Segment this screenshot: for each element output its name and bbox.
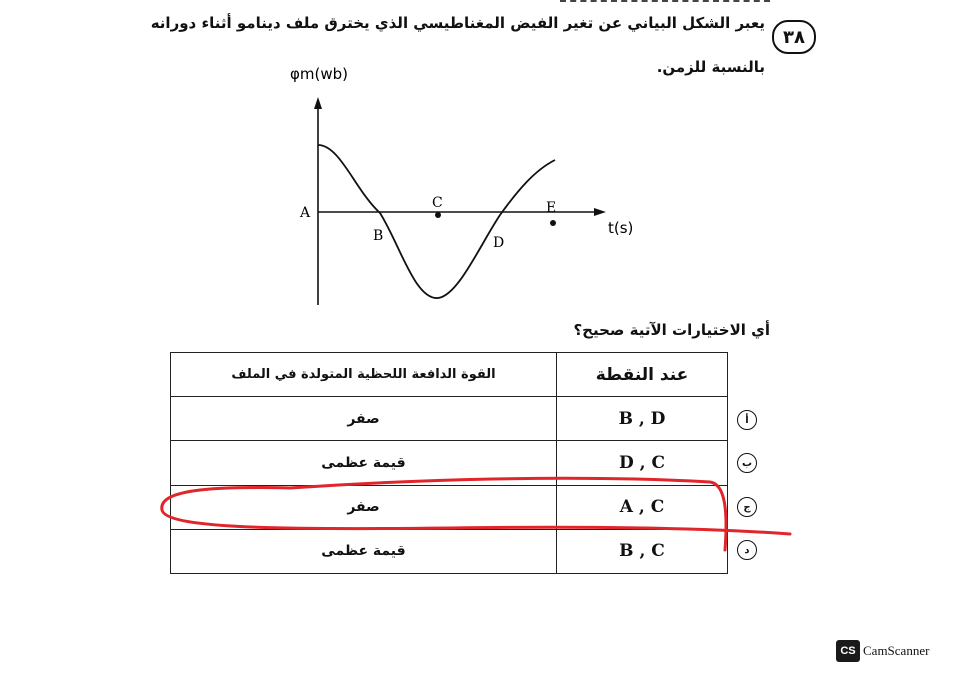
table-header-row [171,353,728,397]
row-emf: قيمة عظمى [171,529,557,573]
choices-prompt: أي الاختيارات الآتية صحيح؟ [573,321,770,339]
y-axis-arrow [314,97,322,109]
point-c-dot [435,212,441,218]
top-dashed-line [560,0,770,5]
header-emf: القوة الدافعة اللحظية المتولدة في الملف [171,353,557,397]
point-d-label: D [493,235,505,251]
point-a-label: A [300,205,311,221]
row-point: B , C [557,529,728,573]
y-axis-label: φm(wb) [290,65,349,83]
row-point: D , C [557,441,728,485]
point-b-label: B [373,228,384,244]
camscanner-watermark [836,640,929,662]
x-axis-label: t(s) [608,219,634,237]
red-mark-stroke [162,478,790,550]
camscanner-logo: CS [836,640,860,662]
row-emf: صفر [171,485,557,529]
question-text-line1: يعبر الشكل البياني عن تغير الفيض المغناطيسي الذي يخترق ملف دينامو أثناء دورانه [150,14,765,32]
point-e-dot [550,220,556,226]
question-number: ٣٨ [772,20,816,54]
question-text-line2: بالنسبة للزمن. [656,58,765,76]
flux-time-graph [270,55,650,310]
row-point: B , D [557,397,728,441]
x-axis-arrow [594,208,606,216]
row-emf: صفر [171,397,557,441]
point-e-label: E [546,200,557,216]
choice-c-marker[interactable]: ج [737,497,757,517]
choice-b-marker[interactable]: ب [737,453,757,473]
row-emf: قيمة عظمى [171,441,557,485]
table-row [171,397,728,441]
point-c-label: C [432,195,443,211]
camscanner-text: CamScanner [863,643,930,658]
red-answer-mark [150,470,800,560]
header-point: عند النقطة [557,353,728,397]
flux-curve [318,145,555,298]
choice-d-marker[interactable]: د [737,540,757,560]
choice-a-marker[interactable]: أ [737,410,757,430]
row-point: A , C [557,485,728,529]
